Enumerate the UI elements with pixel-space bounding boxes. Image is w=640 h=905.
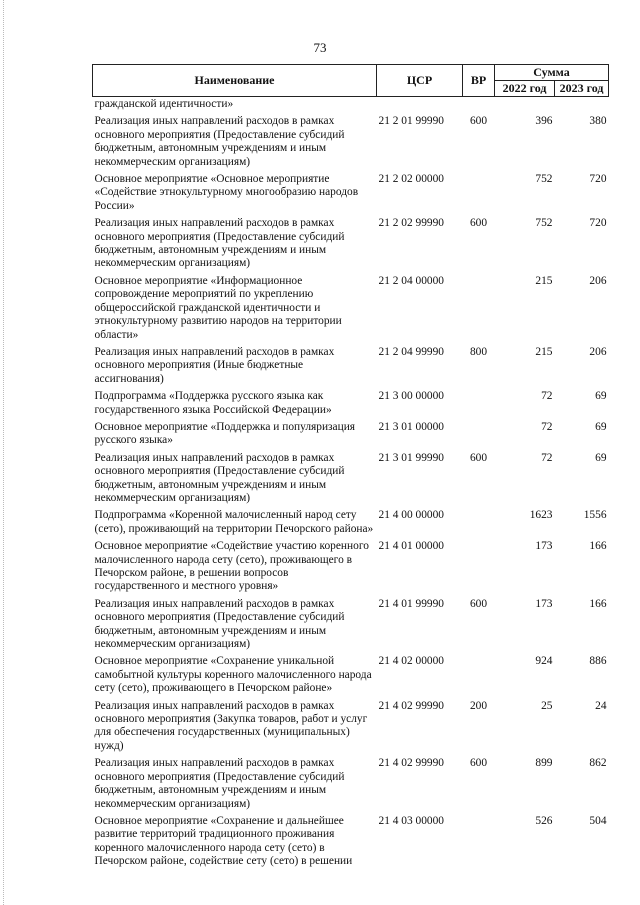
table-row: [93, 172, 609, 216]
sum-2022-cell: 215: [535, 274, 553, 287]
sum-2022-cell: 526: [535, 814, 553, 827]
csr-cell: [377, 97, 463, 115]
table-row: [93, 654, 609, 698]
table-row: [93, 274, 609, 345]
name-cell: Основное мероприятие «Сохранение уникальной самобытной культуры коренного малочисленного народа сету (сето), проживающего в Печорском районе»: [94, 655, 372, 695]
csr-cell: 21 4 03 00000: [378, 814, 444, 827]
table-row: [93, 451, 609, 509]
vr-cell: [463, 814, 495, 872]
vr-cell: 600: [469, 115, 488, 128]
vr-cell: [463, 654, 495, 698]
table-row: [93, 114, 609, 172]
sum-2023-cell: 206: [589, 345, 607, 358]
sum-2022-cell: 72: [541, 420, 553, 433]
sum-2022-cell: 1623: [529, 509, 553, 522]
sum-2022-cell: 215: [535, 345, 553, 358]
sum-2022-cell: 72: [541, 451, 553, 464]
sum-2022-cell: 396: [535, 115, 553, 128]
table-row: [93, 814, 609, 872]
csr-cell: 21 4 01 00000: [378, 540, 444, 553]
vr-cell: [463, 97, 495, 115]
csr-cell: 21 2 02 00000: [378, 173, 444, 186]
name-cell: Реализация иных направлений расходов в рамках основного мероприятия (Предоставление субсидий бюджетным, автономным учреждениям и иным некоммерческим организациям): [94, 757, 345, 810]
vr-cell: 800: [469, 345, 488, 358]
csr-cell: 21 3 00 00000: [378, 390, 444, 403]
csr-cell: 21 4 02 00000: [378, 655, 444, 668]
name-cell: Реализация иных направлений расходов в рамках основного мероприятия (Иные бюджетные ассигнования): [94, 345, 335, 385]
name-cell: Реализация иных направлений расходов в рамках основного мероприятия (Предоставление субсидий бюджетным, автономным учреждениям и иным некоммерческим организациям): [94, 115, 345, 168]
header-year-2023: 2023 год: [555, 81, 609, 97]
sum-2023-cell: 166: [589, 597, 607, 610]
table-row: [93, 699, 609, 757]
sum-2023-cell: 69: [595, 451, 607, 464]
sum-2022-cell: 173: [535, 540, 553, 553]
table-row: [93, 508, 609, 539]
name-cell: Основное мероприятие «Поддержка и популяризация русского языка»: [94, 420, 356, 447]
header-row-top: [93, 65, 609, 81]
header-csr: ЦСР: [377, 65, 463, 97]
sum-2023-cell: 862: [589, 757, 607, 770]
sum-2022-cell: 899: [535, 757, 553, 770]
vr-cell: 600: [469, 217, 488, 230]
header-vr: ВР: [463, 65, 495, 97]
vr-cell: 200: [469, 699, 488, 712]
table-row: [93, 539, 609, 597]
sum-2022-cell: 173: [535, 597, 553, 610]
sum-2022-cell: 72: [541, 390, 553, 403]
name-cell: Реализация иных направлений расходов в рамках основного мероприятия (Закупка товаров, работ и услуг для обеспечения государственных (муниципальных) нужд): [94, 699, 368, 752]
sum-2023-cell: 69: [595, 390, 607, 403]
vr-cell: 600: [469, 451, 488, 464]
name-cell: Реализация иных направлений расходов в рамках основного мероприятия (Предоставление субсидий бюджетным, автономным учреждениям и иным некоммерческим организациям): [94, 597, 345, 651]
sum-2023-cell: 206: [589, 274, 607, 287]
sum-2023-cell: 720: [589, 173, 607, 186]
vr-cell: [463, 508, 495, 539]
sum-2023-cell: 886: [589, 655, 607, 668]
csr-cell: 21 4 01 99990: [378, 597, 444, 610]
vr-cell: [463, 172, 495, 216]
csr-cell: 21 2 01 99990: [378, 115, 444, 128]
name-cell: Основное мероприятие «Основное мероприятие «Содействие этнокультурному многообразию народов России»: [94, 173, 359, 212]
table-row: [93, 420, 609, 451]
sum-2023-cell: 1556: [583, 509, 607, 522]
csr-cell: 21 3 01 99990: [378, 451, 444, 464]
scan-edge: [3, 0, 5, 905]
vr-cell: [463, 274, 495, 345]
sum-2023-cell: 504: [589, 814, 607, 827]
table-row: [93, 216, 609, 274]
table-body: [93, 97, 609, 872]
table-row: [93, 389, 609, 420]
name-cell: Реализация иных направлений расходов в рамках основного мероприятия (Предоставление субсидий бюджетным, автономным учреждениям и иным некоммерческим организациям): [94, 217, 345, 270]
page-number: 73: [313, 40, 327, 55]
header-name: Наименование: [93, 65, 377, 97]
sum-2023-cell: 69: [595, 420, 607, 433]
name-cell: гражданской идентичности»: [94, 98, 234, 110]
name-cell: Реализация иных направлений расходов в рамках основного мероприятия (Предоставление субсидий бюджетным, автономным учреждениям и иным некоммерческим организациям): [94, 451, 345, 504]
name-cell: Подпрограмма «Поддержка русского языка как государственного языка Российской Федерации»: [94, 390, 332, 416]
csr-cell: 21 4 02 99990: [378, 757, 444, 770]
header-year-2022: 2022 год: [495, 81, 555, 97]
csr-cell: 21 2 04 99990: [378, 345, 444, 358]
sum-2022-cell: 752: [535, 173, 553, 186]
csr-cell: 21 2 04 00000: [378, 274, 444, 287]
table-row: [93, 597, 609, 655]
name-cell: Основное мероприятие «Информационное сопровождение мероприятий по укреплению общероссийской гражданской идентичности и этнокультурному развитию народов на территории области»: [94, 274, 342, 341]
csr-cell: 21 3 01 00000: [378, 420, 444, 433]
sum-2023-cell: [555, 97, 609, 115]
vr-cell: [463, 420, 495, 451]
vr-cell: [463, 539, 495, 597]
csr-cell: 21 4 00 00000: [378, 509, 444, 522]
vr-cell: 600: [469, 597, 488, 610]
sum-2022-cell: 924: [535, 655, 553, 668]
table-row: [93, 97, 609, 115]
header-sum: Сумма: [495, 65, 609, 81]
budget-table: [92, 64, 609, 872]
sum-2022-cell: 25: [541, 699, 553, 712]
sum-2023-cell: 720: [589, 217, 607, 230]
sum-2023-cell: 24: [595, 699, 607, 712]
sum-2023-cell: 380: [589, 115, 607, 128]
name-cell: Подпрограмма «Коренной малочисленный народ сету (сето), проживающий на территории Печорского района»: [94, 509, 374, 535]
name-cell: Основное мероприятие «Сохранение и дальнейшее развитие территорий традиционного проживания коренного малочисленного народа сету (сето) в Печорском районе, содействие сету (сето) в решении: [94, 814, 353, 868]
sum-2022-cell: 752: [535, 217, 553, 230]
vr-cell: 600: [469, 757, 488, 770]
sum-2023-cell: 166: [589, 540, 607, 553]
table-row: [93, 756, 609, 814]
table-row: [93, 345, 609, 389]
csr-cell: 21 2 02 99990: [378, 217, 444, 230]
sum-2022-cell: [495, 97, 555, 115]
csr-cell: 21 4 02 99990: [378, 699, 444, 712]
vr-cell: [463, 389, 495, 420]
name-cell: Основное мероприятие «Содействие участию коренного малочисленного народа сету (сето), проживающего в Печорском районе, в решении вопросов государственного и местного уровня»: [94, 540, 369, 593]
